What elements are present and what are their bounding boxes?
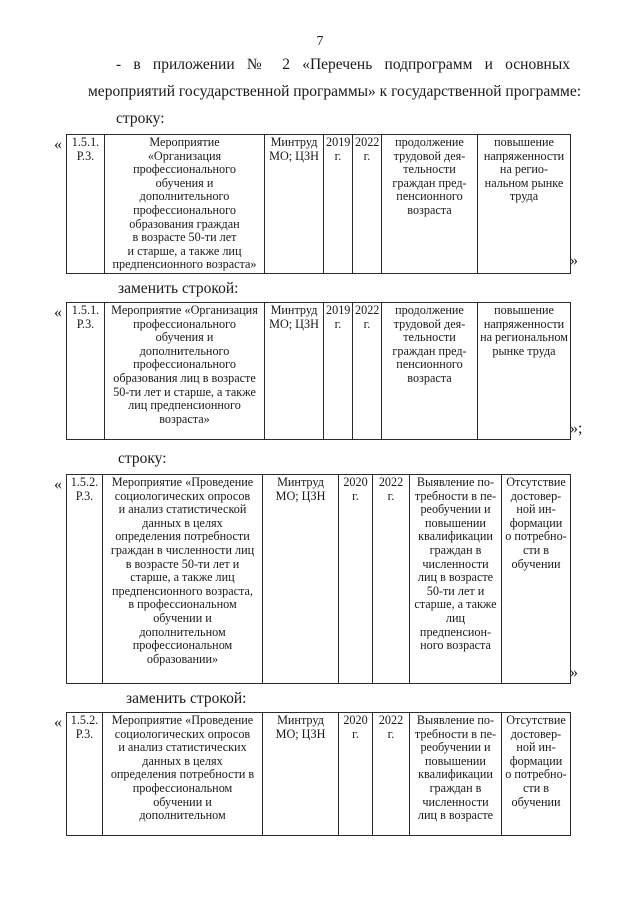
table-row bbox=[67, 303, 571, 440]
table-row bbox=[67, 135, 571, 274]
page-number: 7 bbox=[316, 34, 324, 49]
label-row-old-2: строку: bbox=[118, 450, 167, 467]
cell-activity-name: Мероприятие «Проведение социологических опросов и анализ статистической данных в целях определения потребности граждан в численности лиц в возрасте 50-ти лет и старше, а также лиц предпенсионного возраста, в профессиональном обучении и дополнительном профессиональном образовании» bbox=[103, 475, 263, 684]
table-row-new-2 bbox=[66, 712, 571, 836]
open-quote: « bbox=[54, 476, 62, 493]
close-quote: » bbox=[570, 252, 578, 269]
cell-end-year: 2022 г. bbox=[353, 303, 382, 440]
cell-executor: Минтруд МО; ЦЗН bbox=[263, 713, 339, 836]
cell-end-year: 2022 г. bbox=[373, 713, 410, 836]
cell-result: Выявление по- требности в пе- реобучении и повышении квалификации граждан в численности лиц в возрасте bbox=[410, 713, 502, 836]
cell-activity-name: Мероприятие «Организация профессионального обучения и дополнительного профессионального образования граждан в возрасте 50-ти лет и старше, а также лиц предпенсионного возраста» bbox=[105, 135, 265, 274]
cell-number: 1.5.1. Р.3. bbox=[67, 303, 105, 440]
cell-consequence: повышение напряженности на региональном рынке труда bbox=[478, 303, 571, 440]
cell-result: продолжение трудовой дея- тельности граждан пред- пенсионного возраста bbox=[382, 135, 478, 274]
cell-number: 1.5.1. Р.3. bbox=[67, 135, 105, 274]
label-row-new-2: заменить строкой: bbox=[126, 690, 247, 707]
close-quote-semicolon: »; bbox=[570, 420, 583, 437]
close-quote: » bbox=[570, 664, 578, 681]
intro-line-2: мероприятий государственной программы» к государственной программе: bbox=[88, 83, 582, 100]
cell-end-year: 2022 г. bbox=[353, 135, 382, 274]
open-quote: « bbox=[54, 714, 62, 731]
table-row-new-1 bbox=[66, 302, 571, 440]
cell-number: 1.5.2. Р.3. bbox=[67, 475, 103, 684]
table-row-old-1 bbox=[66, 134, 571, 274]
cell-consequence: Отсутствие достовер- ной ин- формации о потребно- сти в обучении bbox=[502, 713, 571, 836]
open-quote: « bbox=[54, 136, 62, 153]
open-quote: « bbox=[54, 304, 62, 321]
cell-start-year: 2019 г. bbox=[324, 135, 353, 274]
cell-activity-name: Мероприятие «Проведение социологических опросов и анализ статистических данных в целях определения потребности в профессиональном обучении и дополнительном bbox=[103, 713, 263, 836]
intro-line-1: - в приложении № 2 «Перечень подпрограмм и основных bbox=[116, 56, 570, 73]
cell-consequence: повышение напряженности на регио- нальном рынке труда bbox=[478, 135, 571, 274]
label-row-new-1: заменить строкой: bbox=[118, 280, 239, 297]
table-row bbox=[67, 713, 571, 836]
cell-start-year: 2019 г. bbox=[324, 303, 353, 440]
cell-executor: Минтруд МО; ЦЗН bbox=[265, 303, 324, 440]
cell-consequence: Отсутствие достовер- ной ин- формации о потребно- сти в обучении bbox=[502, 475, 571, 684]
table-row bbox=[67, 475, 571, 684]
label-row-old-1: строку: bbox=[116, 110, 165, 127]
cell-executor: Минтруд МО; ЦЗН bbox=[265, 135, 324, 274]
cell-executor: Минтруд МО; ЦЗН bbox=[263, 475, 339, 684]
cell-result: продолжение трудовой дея- тельности граждан пред- пенсионного возраста bbox=[382, 303, 478, 440]
cell-number: 1.5.2. Р.3. bbox=[67, 713, 103, 836]
cell-start-year: 2020 г. bbox=[339, 713, 373, 836]
table-row-old-2 bbox=[66, 474, 571, 684]
cell-result: Выявление по- требности в пе- реобучении и повышении квалификации граждан в численности лиц в возрасте 50-ти лет и старше, а также лиц предпенсион- ного возраста bbox=[410, 475, 502, 684]
cell-activity-name: Мероприятие «Организация профессионального обучения и дополнительного профессионального образования лиц в возрасте 50-ти лет и старше, а также лиц предпенсионного возраста» bbox=[105, 303, 265, 440]
cell-end-year: 2022 г. bbox=[373, 475, 410, 684]
cell-start-year: 2020 г. bbox=[339, 475, 373, 684]
